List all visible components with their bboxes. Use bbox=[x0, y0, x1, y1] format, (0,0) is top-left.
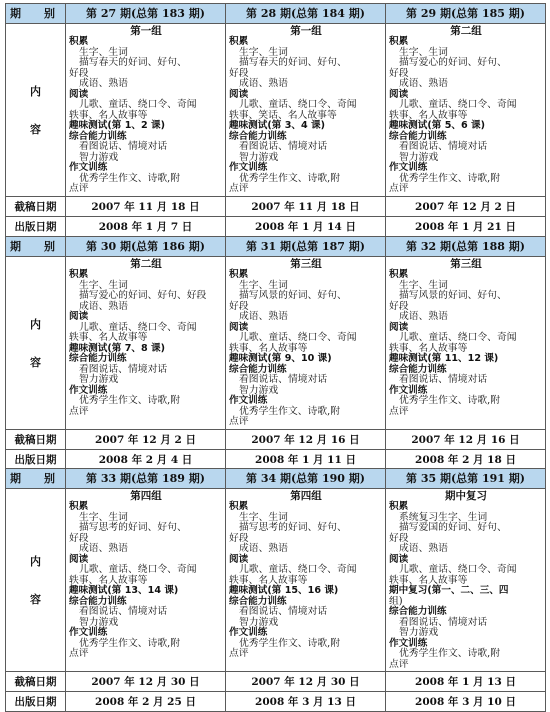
section-heading: 作文训练 bbox=[69, 627, 108, 638]
issue-header: 第 34 期(总第 190 期) bbox=[226, 469, 386, 489]
content-line: 生字、生词 bbox=[399, 46, 448, 58]
issue-content bbox=[226, 257, 386, 430]
publish-date: 2008 年 2 月 18 日 bbox=[386, 449, 546, 469]
section-heading: 综合能力训练 bbox=[69, 130, 127, 142]
content-label-char-2: 容 bbox=[30, 355, 41, 369]
content-line: 生字、生词 bbox=[239, 511, 288, 523]
content-line: 成语、熟语 bbox=[239, 543, 288, 554]
deadline-label: 截稿日期 bbox=[6, 429, 66, 449]
content-line: 优秀学生作文、诗歌,附 bbox=[239, 405, 341, 417]
section-heading: 作文训练 bbox=[389, 384, 428, 396]
deadline-date: 2007 年 12 月 30 日 bbox=[226, 672, 386, 692]
content-line: 生字、生词 bbox=[79, 279, 128, 291]
content-line: 轶事、名人故事等 bbox=[229, 342, 308, 354]
content-line: 生字、生词 bbox=[239, 279, 288, 291]
deadline-date: 2007 年 12 月 2 日 bbox=[66, 429, 226, 449]
content-line: 儿歌、童话、绕口令、奇闻 bbox=[239, 332, 357, 343]
section-heading: 积累 bbox=[229, 36, 249, 47]
content-line: 成语、熟语 bbox=[239, 311, 288, 322]
section-heading: 综合能力训练 bbox=[389, 363, 447, 375]
content-line: 智力游戏 bbox=[399, 151, 439, 163]
content-line: 生字、生词 bbox=[399, 279, 448, 291]
content-line: 智力游戏 bbox=[239, 384, 279, 396]
content-line: 成语、熟语 bbox=[79, 300, 128, 312]
content-line: 描写思考的好词、好句、 bbox=[79, 522, 187, 533]
group-title: 第三组 bbox=[450, 258, 482, 270]
issue-header: 第 31 期(总第 187 期) bbox=[226, 237, 386, 257]
deadline-label: 截稿日期 bbox=[6, 197, 66, 217]
section-heading: 趣味测试(第 3、4 课) bbox=[229, 120, 325, 131]
content-line: 看图说话、情境对话 bbox=[79, 363, 168, 375]
content-line: 儿歌、童话、绕口令、奇闻 bbox=[399, 564, 517, 575]
issue-header: 第 29 期(总第 185 期) bbox=[386, 4, 546, 24]
section-heading: 综合能力训练 bbox=[389, 130, 447, 142]
content-line: 点评 bbox=[229, 183, 249, 194]
issue-content bbox=[386, 489, 546, 672]
content-line: 生字、生词 bbox=[79, 46, 128, 58]
deadline-date: 2007 年 12 月 30 日 bbox=[66, 672, 226, 692]
section-heading: 作文训练 bbox=[69, 162, 108, 173]
header-row bbox=[6, 469, 546, 489]
content-line: 儿歌、童话、绕口令、奇闻 bbox=[399, 332, 517, 343]
content-line: 儿歌、童话、绕口令、奇闻 bbox=[239, 99, 357, 110]
section-heading: 阅读 bbox=[69, 88, 89, 100]
content-label-char-2: 容 bbox=[30, 593, 41, 606]
section-heading: 作文训练 bbox=[389, 162, 428, 173]
publish-label: 出版日期 bbox=[6, 449, 66, 469]
content-line: 点评 bbox=[229, 648, 249, 659]
content-line: 成语、熟语 bbox=[79, 78, 128, 89]
section-heading: 作文训练 bbox=[229, 395, 268, 406]
content-row bbox=[6, 489, 546, 672]
section-heading: 趣味测试(第 13、14 课) bbox=[69, 585, 179, 596]
section-heading: 综合能力训练 bbox=[229, 595, 287, 607]
issue-header: 第 35 期(总第 191 期) bbox=[386, 469, 546, 489]
content-line: 轶事、名人故事等 bbox=[389, 574, 468, 586]
content-line: 优秀学生作文、诗歌,附 bbox=[79, 395, 181, 406]
period-label: 期 别 bbox=[6, 469, 66, 489]
content-line: 智力游戏 bbox=[79, 616, 119, 628]
content-label-char-1: 内 bbox=[30, 85, 41, 98]
content-line: 描写爱心的好词、好句、 bbox=[399, 57, 507, 68]
period-label: 期 别 bbox=[6, 4, 66, 24]
schedule-table-3 bbox=[5, 468, 546, 712]
content-line: 生字、生词 bbox=[79, 511, 128, 523]
content-line: 儿歌、童话、绕口令、奇闻 bbox=[79, 321, 197, 333]
content-label-char-1: 内 bbox=[30, 317, 41, 331]
content-line: 看图说话、情境对话 bbox=[239, 606, 328, 617]
content-line: 看图说话、情境对话 bbox=[399, 616, 488, 628]
content-line: 点评 bbox=[69, 405, 89, 417]
issue-content bbox=[386, 24, 546, 197]
publish-row bbox=[6, 692, 546, 712]
content-label-char-1: 内 bbox=[30, 555, 41, 568]
deadline-date: 2007 年 12 月 16 日 bbox=[226, 429, 386, 449]
content-line: 成语、熟语 bbox=[399, 311, 448, 322]
issue-header: 第 28 期(总第 184 期) bbox=[226, 4, 386, 24]
content-line: 描写爱国的好词、好句、 bbox=[399, 522, 507, 533]
content-line: 描写春天的好词、好句、 bbox=[239, 57, 347, 68]
schedule-table-2 bbox=[5, 236, 546, 470]
content-line: 点评 bbox=[69, 648, 89, 659]
section-heading: 积累 bbox=[229, 501, 249, 512]
content-line: 描写思考的好词、好句、 bbox=[239, 522, 347, 533]
content-line: 儿歌、童话、绕口令、奇闻 bbox=[79, 99, 197, 110]
publish-row bbox=[6, 217, 546, 237]
deadline-date: 2007 年 11 月 18 日 bbox=[226, 197, 386, 217]
deadline-row bbox=[6, 672, 546, 692]
section-heading: 趣味测试(第 7、8 课) bbox=[69, 342, 165, 354]
section-heading: 综合能力训练 bbox=[229, 363, 287, 375]
content-line: 轶事、名人故事等 bbox=[69, 332, 148, 343]
content-line: 好段 bbox=[229, 532, 249, 544]
content-line: 好段 bbox=[389, 532, 409, 544]
publish-label: 出版日期 bbox=[6, 692, 66, 712]
section-heading: 积累 bbox=[389, 269, 409, 280]
section-heading: 作文训练 bbox=[69, 384, 108, 396]
section-heading: 积累 bbox=[69, 269, 89, 280]
publish-date: 2008 年 2 月 4 日 bbox=[66, 449, 226, 469]
content-line: 轶事、名人故事等 bbox=[229, 574, 308, 586]
content-line: 智力游戏 bbox=[399, 627, 439, 638]
issue-content bbox=[66, 257, 226, 430]
content-line: 描写爱心的好词、好句、好段 bbox=[79, 290, 207, 301]
content-line: 轶事、名人故事等 bbox=[389, 342, 468, 354]
content-label bbox=[6, 257, 66, 430]
content-label bbox=[6, 24, 66, 197]
content-line: 好段 bbox=[69, 67, 89, 79]
content-line: 成语、熟语 bbox=[399, 543, 448, 554]
section-heading: 趣味测试(第 5、6 课) bbox=[389, 120, 485, 131]
section-heading: 综合能力训练 bbox=[69, 595, 127, 607]
deadline-date: 2008 年 1 月 13 日 bbox=[386, 672, 546, 692]
content-line: 点评 bbox=[389, 183, 409, 194]
deadline-row bbox=[6, 429, 546, 449]
content-line: 儿歌、童话、绕口令、奇闻 bbox=[79, 564, 197, 575]
group-title: 期中复习 bbox=[445, 490, 487, 502]
section-heading: 综合能力训练 bbox=[389, 606, 447, 617]
section-heading: 阅读 bbox=[229, 321, 249, 333]
issue-content bbox=[66, 24, 226, 197]
content-line: 轶事、名人故事等 bbox=[69, 574, 148, 586]
issue-header: 第 33 期(总第 189 期) bbox=[66, 469, 226, 489]
content-line: 好段 bbox=[69, 532, 89, 544]
content-line: 看图说话、情境对话 bbox=[239, 141, 328, 152]
section-heading: 趣味测试(第 9、10 课) bbox=[229, 353, 332, 364]
group-title: 第二组 bbox=[450, 25, 482, 37]
section-heading: 阅读 bbox=[389, 553, 409, 565]
content-row bbox=[6, 257, 546, 430]
issue-content bbox=[386, 257, 546, 430]
section-heading: 阅读 bbox=[69, 311, 89, 322]
section-heading: 阅读 bbox=[229, 553, 249, 565]
content-line: 组) bbox=[389, 595, 403, 607]
content-line: 优秀学生作文、诗歌,附 bbox=[399, 172, 501, 184]
content-line: 看图说话、情境对话 bbox=[239, 374, 328, 385]
group-title: 第四组 bbox=[130, 490, 162, 502]
deadline-date: 2007 年 12 月 2 日 bbox=[386, 197, 546, 217]
content-line: 智力游戏 bbox=[79, 151, 119, 163]
section-heading: 阅读 bbox=[389, 88, 409, 100]
section-heading: 作文训练 bbox=[229, 627, 268, 638]
content-label-char-2: 容 bbox=[30, 123, 41, 136]
deadline-label: 截稿日期 bbox=[6, 672, 66, 692]
content-line: 看图说话、情境对话 bbox=[79, 606, 168, 617]
content-line: 看图说话、情境对话 bbox=[79, 141, 168, 152]
content-line: 描写风景的好词、好句、 bbox=[239, 290, 347, 301]
publish-date: 2008 年 2 月 25 日 bbox=[66, 692, 226, 712]
group-title: 第二组 bbox=[130, 258, 162, 270]
content-line: 优秀学生作文、诗歌,附 bbox=[399, 395, 501, 406]
issue-content bbox=[226, 489, 386, 672]
issue-content bbox=[66, 489, 226, 672]
content-line: 点评 bbox=[389, 405, 409, 417]
content-line: 儿歌、童话、绕口令、奇闻 bbox=[239, 564, 357, 575]
section-heading: 积累 bbox=[229, 269, 249, 280]
publish-row bbox=[6, 449, 546, 469]
publish-label: 出版日期 bbox=[6, 217, 66, 237]
content-line: 好段 bbox=[389, 67, 409, 79]
content-line: 智力游戏 bbox=[239, 151, 279, 163]
issue-content bbox=[226, 24, 386, 197]
content-line: 优秀学生作文、诗歌,附 bbox=[239, 637, 341, 649]
section-heading: 综合能力训练 bbox=[69, 353, 127, 364]
group-title: 第一组 bbox=[130, 25, 162, 37]
content-line: 优秀学生作文、诗歌,附 bbox=[239, 172, 341, 184]
content-line: 看图说话、情境对话 bbox=[399, 141, 488, 152]
issue-header: 第 27 期(总第 183 期) bbox=[66, 4, 226, 24]
content-line: 智力游戏 bbox=[239, 616, 279, 628]
publish-date: 2008 年 1 月 21 日 bbox=[386, 217, 546, 237]
publish-date: 2008 年 3 月 10 日 bbox=[386, 692, 546, 712]
content-line: 点评 bbox=[229, 416, 249, 427]
content-line: 轶事、笑话、名人故事等 bbox=[229, 109, 337, 121]
section-heading: 积累 bbox=[69, 36, 89, 47]
section-heading: 趣味测试(第 11、12 课) bbox=[389, 353, 499, 364]
section-heading: 综合能力训练 bbox=[229, 130, 287, 142]
content-row bbox=[6, 24, 546, 197]
section-heading: 趣味测试(第 1、2 课) bbox=[69, 120, 165, 131]
content-line: 点评 bbox=[69, 183, 89, 194]
content-line: 描写春天的好词、好句、 bbox=[79, 57, 187, 68]
content-line: 轶事、名人故事等 bbox=[69, 109, 148, 121]
content-line: 优秀学生作文、诗歌,附 bbox=[79, 637, 181, 649]
group-title: 第四组 bbox=[290, 490, 322, 502]
publish-date: 2008 年 1 月 14 日 bbox=[226, 217, 386, 237]
issue-header: 第 30 期(总第 186 期) bbox=[66, 237, 226, 257]
section-heading: 阅读 bbox=[69, 553, 89, 565]
content-line: 生字、生词 bbox=[239, 46, 288, 58]
content-line: 优秀学生作文、诗歌,附 bbox=[79, 172, 181, 184]
section-heading: 期中复习(第一、二、三、四 bbox=[389, 585, 509, 596]
section-heading: 积累 bbox=[389, 501, 409, 512]
content-line: 儿歌、童话、绕口令、奇闻 bbox=[399, 99, 517, 110]
deadline-date: 2007 年 11 月 18 日 bbox=[66, 197, 226, 217]
header-row bbox=[6, 237, 546, 257]
content-line: 成语、熟语 bbox=[399, 78, 448, 89]
section-heading: 积累 bbox=[69, 501, 89, 512]
deadline-date: 2007 年 12 月 16 日 bbox=[386, 429, 546, 449]
content-line: 成语、熟语 bbox=[239, 78, 288, 89]
section-heading: 作文训练 bbox=[229, 162, 268, 173]
content-line: 描写风景的好词、好句、 bbox=[399, 290, 507, 301]
deadline-row bbox=[6, 197, 546, 217]
publish-date: 2008 年 3 月 13 日 bbox=[226, 692, 386, 712]
period-label: 期 别 bbox=[6, 237, 66, 257]
section-heading: 阅读 bbox=[229, 88, 249, 100]
content-line: 智力游戏 bbox=[79, 374, 119, 385]
publish-date: 2008 年 1 月 11 日 bbox=[226, 449, 386, 469]
content-line: 看图说话、情境对话 bbox=[399, 374, 488, 385]
content-line: 好段 bbox=[229, 67, 249, 79]
content-line: 成语、熟语 bbox=[79, 543, 128, 554]
section-heading: 作文训练 bbox=[389, 637, 428, 649]
section-heading: 积累 bbox=[389, 36, 409, 47]
section-heading: 趣味测试(第 15、16 课) bbox=[229, 585, 339, 596]
group-title: 第一组 bbox=[290, 25, 322, 37]
content-line: 轶事、名人故事等 bbox=[389, 109, 468, 121]
section-heading: 阅读 bbox=[389, 321, 409, 333]
content-line: 好段 bbox=[389, 300, 409, 312]
schedule-table-1 bbox=[5, 3, 546, 237]
content-line: 系统复习生字、生词 bbox=[399, 511, 488, 523]
content-label bbox=[6, 489, 66, 672]
header-row bbox=[6, 4, 546, 24]
issue-header: 第 32 期(总第 188 期) bbox=[386, 237, 546, 257]
group-title: 第三组 bbox=[290, 258, 322, 270]
content-line: 点评 bbox=[389, 658, 409, 670]
content-line: 优秀学生作文、诗歌,附 bbox=[399, 648, 501, 659]
content-line: 好段 bbox=[229, 300, 249, 312]
publish-date: 2008 年 1 月 7 日 bbox=[66, 217, 226, 237]
